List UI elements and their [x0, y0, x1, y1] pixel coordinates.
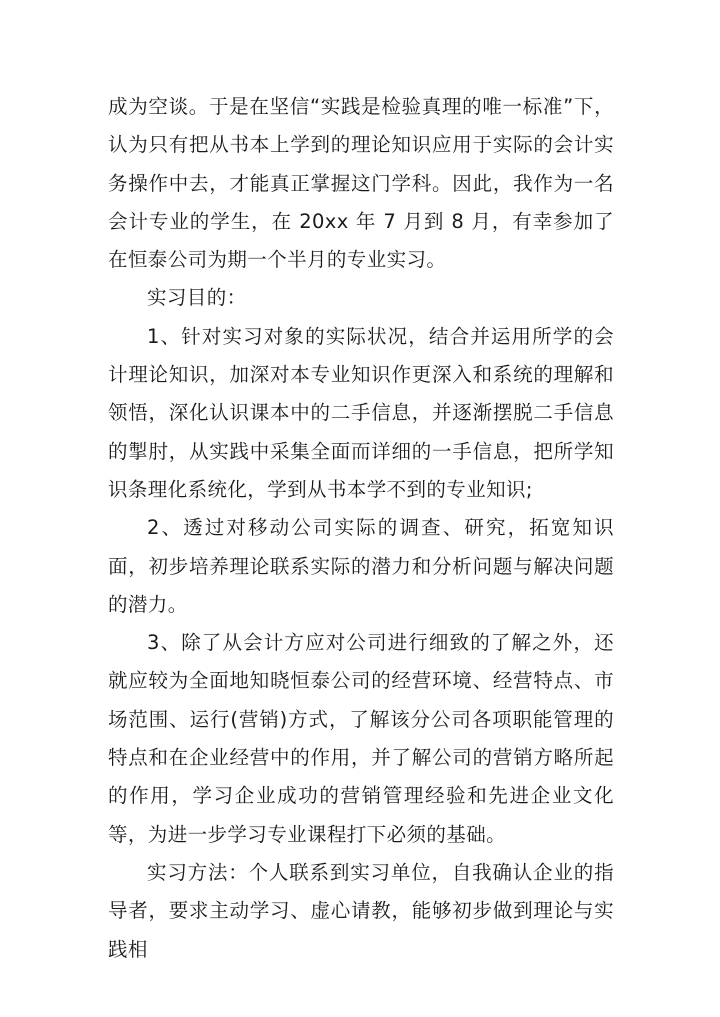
- paragraph-purpose-heading: 实习目的：: [147, 286, 247, 310]
- paragraph-purpose-item-2: 2、透过对移动公司实际的调查、研究，拓宽知识面，初步培养理论联系实际的潜力和分析问题与解决问题的潜力。: [108, 516, 614, 616]
- document-body: [108, 88, 614, 969]
- paragraph-purpose-item-3: 3、除了从会计方应对公司进行细致的了解之外，还就应较为全面地知晓恒泰公司的经营环境、经营特点、市场范围、运行(营销)方式，了解该分公司各项职能管理的特点和在企业经营中的作用，并了解公司的营销方略所起的作用，学习企业成功的营销管理经验和先进企业文化等，为进一步学习专业课程打下必须的基础。: [108, 631, 614, 846]
- paragraph-purpose-item-1: 1、针对实习对象的实际状况，结合并运用所学的会计理论知识，加深对本专业知识作更深入和系统的理解和领悟，深化认识课本中的二手信息，并逐渐摆脱二手信息的掣肘，从实践中采集全面而详细的一手信息，把所学知识条理化系统化，学到从书本学不到的专业知识;: [108, 324, 614, 501]
- paragraph-method: 实习方法：个人联系到实习单位，自我确认企业的指导者，要求主动学习、虚心请教，能够初步做到理论与实践相: [108, 860, 614, 961]
- paragraph-continuation: 成为空谈。于是在坚信“实践是检验真理的唯一标准”下，认为只有把从书本上学到的理论知识应用于实际的会计实务操作中去，才能真正掌握这门学科。因此，我作为一名会计专业的学生，在 20xx 年 7 月到 8 月，有幸参加了在恒泰公司为期一个半月的专业实习。: [108, 95, 614, 272]
